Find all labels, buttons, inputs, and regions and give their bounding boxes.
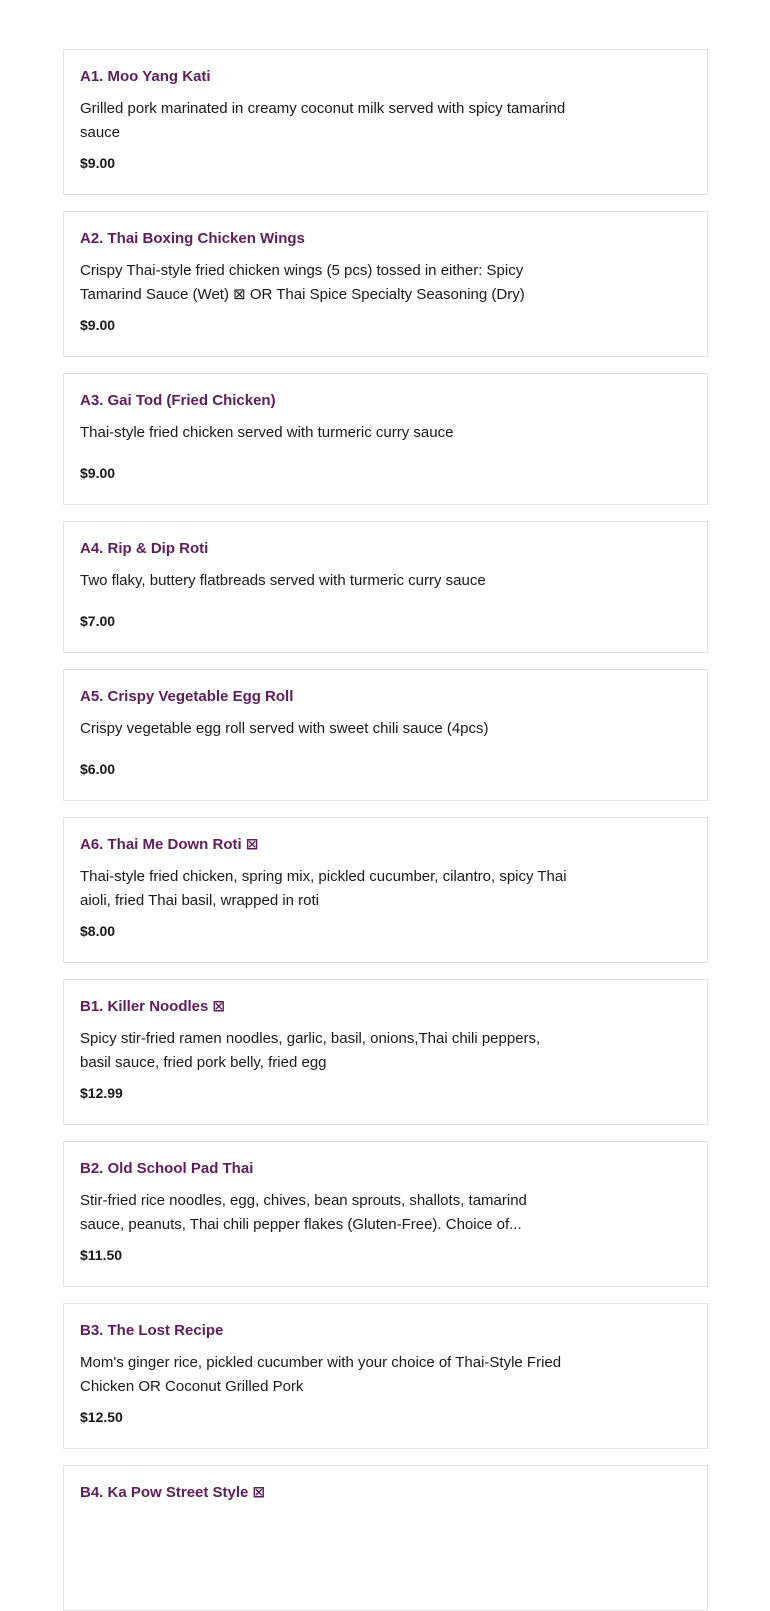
menu-item-price: $12.99 bbox=[80, 1085, 123, 1101]
menu-item-name: A1. Moo Yang Kati bbox=[80, 68, 211, 85]
menu-item-card[interactable] bbox=[63, 1141, 708, 1287]
menu-item-price: $9.00 bbox=[80, 155, 116, 171]
menu-item-card[interactable] bbox=[63, 1303, 708, 1449]
menu-item-price: $8.00 bbox=[80, 923, 116, 939]
menu-item-card[interactable] bbox=[63, 49, 708, 195]
menu-item-description: Two flaky, buttery flatbreads served with turmeric curry sauce bbox=[80, 572, 486, 589]
menu-item-name: B2. Old School Pad Thai bbox=[80, 1160, 254, 1177]
menu-item-card[interactable] bbox=[63, 817, 708, 963]
menu-item-name: A5. Crispy Vegetable Egg Roll bbox=[80, 688, 294, 705]
menu-item-price: $11.50 bbox=[80, 1247, 123, 1263]
menu-item-name: A6. Thai Me Down Roti ⊠ bbox=[80, 836, 259, 853]
menu-item-price: $12.50 bbox=[80, 1409, 123, 1425]
menu-item-card[interactable] bbox=[63, 211, 708, 357]
menu-item-description: Crispy vegetable egg roll served with sweet chili sauce (4pcs) bbox=[80, 720, 489, 737]
menu-item-name: A3. Gai Tod (Fried Chicken) bbox=[80, 392, 276, 409]
menu-item-price: $7.00 bbox=[80, 613, 116, 629]
menu-item-card[interactable] bbox=[63, 979, 708, 1125]
menu-item-card[interactable] bbox=[63, 669, 708, 801]
menu-item-card[interactable] bbox=[63, 373, 708, 505]
menu-item-price: $9.00 bbox=[80, 465, 116, 481]
menu-item-description: Thai-style fried chicken, spring mix, pickled cucumber, cilantro, spicy Thai aioli, fried Thai basil, wrapped in roti bbox=[80, 868, 567, 909]
menu-item-name: B3. The Lost Recipe bbox=[80, 1322, 224, 1339]
menu-item-price: $6.00 bbox=[80, 761, 116, 777]
menu-item-name: B4. Ka Pow Street Style ⊠ bbox=[80, 1484, 266, 1501]
menu-item-description: Grilled pork marinated in creamy coconut milk served with spicy tamarind sauce bbox=[80, 100, 566, 141]
menu-item-description: Stir-fried rice noodles, egg, chives, bean sprouts, shallots, tamarind sauce, peanuts, Thai chili pepper flakes (Gluten-Free). Choice of... bbox=[80, 1192, 527, 1233]
menu-item-description: Crispy Thai-style fried chicken wings (5 pcs) tossed in either: Spicy Tamarind Sauce (Wet) ⊠ OR Thai Spice Specialty Seasoning (Dry) bbox=[80, 262, 525, 303]
menu-item-description: Thai-style fried chicken served with turmeric curry sauce bbox=[80, 424, 454, 441]
menu-item-name: A4. Rip & Dip Roti bbox=[80, 540, 209, 557]
menu-item-name: A2. Thai Boxing Chicken Wings bbox=[80, 230, 305, 247]
menu-item-description: Mom's ginger rice, pickled cucumber with your choice of Thai-Style Fried Chicken OR Coconut Grilled Pork bbox=[80, 1354, 562, 1395]
menu-item-description: Spicy stir-fried ramen noodles, garlic, basil, onions,Thai chili peppers, basil sauce, fried pork belly, fried egg bbox=[80, 1030, 541, 1071]
menu-item-name: B1. Killer Noodles ⊠ bbox=[80, 998, 226, 1015]
menu-item-card[interactable] bbox=[63, 521, 708, 653]
menu-item-price: $9.00 bbox=[80, 317, 116, 333]
menu-item-card[interactable] bbox=[63, 1465, 708, 1611]
